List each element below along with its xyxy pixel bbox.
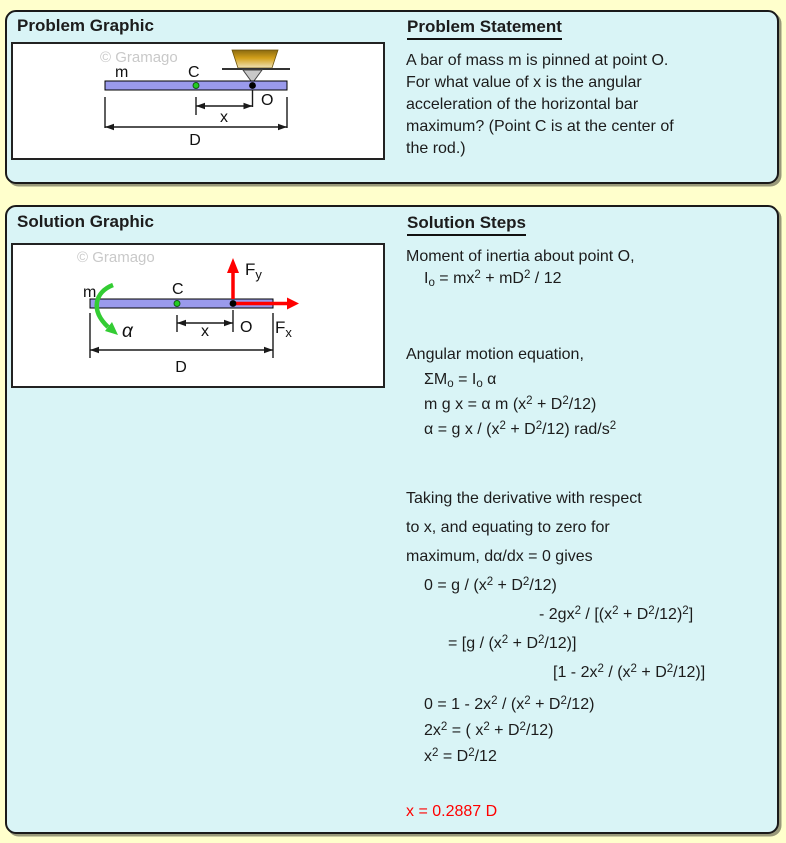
watermark: © Gramago (77, 249, 155, 266)
pivot-dot (230, 300, 237, 307)
solution-step-line: $I_o = mx^2 + mD^2 / 12$ (424, 269, 562, 290)
d-dim-arrowhead-left (90, 347, 99, 353)
solution-step-line: $2x^2$ = ( $x^2 + D^2/12$) (424, 721, 554, 739)
statement-line: For what value of x is the angular (406, 74, 642, 91)
solution-step-line: $0 = 1 - 2x^2 / (x^2 + D^2/12)$ (424, 695, 595, 713)
solution-step-line: $0 = g / (x^2 + D^2/12)$ (424, 576, 557, 594)
solution-step-line: to x, and equating to zero for (406, 519, 610, 536)
pivot-dot (249, 82, 256, 89)
x-dim-label: x (220, 109, 228, 126)
pivot-label: O (261, 92, 274, 109)
solution-step-line: Moment of inertia about point O, (406, 248, 635, 265)
solution-step-line: maximum, dα/dx = 0 gives (406, 548, 593, 565)
solution-step-line: $x^2 = D^2/12$ (424, 747, 497, 765)
solution-step-paragraph (406, 342, 705, 442)
problem-statement-title: Problem Statement (407, 17, 562, 40)
force-y-arrowhead (227, 258, 239, 273)
solution-step-line: - $2gx^2 / [(x^2 + D^2/12)^2]$ (539, 605, 694, 623)
center-label: C (188, 64, 200, 81)
problem-panel (5, 10, 779, 184)
solution-graphic-title: Solution Graphic (17, 212, 154, 231)
watermark: © Gramago (100, 49, 178, 66)
d-dim-arrowhead-right (278, 124, 287, 130)
solution-step-paragraph (406, 484, 705, 687)
problem-diagram (13, 44, 383, 158)
solution-step-paragraph (406, 799, 705, 825)
problem-graphic-title: Problem Graphic (17, 16, 154, 35)
d-dim-label: D (189, 132, 201, 149)
solution-step-line: = $[g / (x^2 + D^2/12)]$ (448, 634, 577, 652)
force-y-label: $F_y$ (245, 260, 262, 282)
problem-statement-text (406, 50, 674, 160)
solution-step-line: α = g $x / (x^2 + D^2/12)$ rad/$s^2$ (424, 420, 617, 438)
x-dim-arrowhead-right (244, 103, 253, 109)
x-dim-arrowhead-left (196, 103, 205, 109)
mass-label: m (83, 284, 97, 301)
center-dot (174, 301, 180, 307)
solution-diagram (13, 245, 383, 386)
solution-step-line: $[1 - 2x^2 / (x^2 + D^2/12)]$ (553, 663, 706, 681)
solution-steps-title: Solution Steps (407, 213, 526, 236)
solution-step-line: Angular motion equation, (406, 346, 584, 363)
statement-line: maximum? (Point C is at the center of (406, 118, 674, 135)
d-dim-arrowhead-left (105, 124, 114, 130)
problem-diagram-box (11, 42, 385, 160)
d-dim-arrowhead-right (264, 347, 273, 353)
support-block (232, 50, 278, 68)
statement-line: acceleration of the horizontal bar (406, 96, 639, 113)
center-dot (193, 83, 199, 89)
force-x-label: $F_x$ (275, 318, 292, 340)
statement-line: the rod.) (406, 140, 466, 157)
solution-step-line: $\Sigma M_o = I_o$ α (424, 371, 497, 391)
solution-step-paragraph (406, 246, 705, 290)
x-dim-label: x (201, 323, 209, 340)
alpha-label: α (122, 321, 133, 342)
solution-step-paragraph (406, 692, 705, 770)
solution-step-line: Taking the derivative with respect (406, 490, 642, 507)
mass-label: m (115, 64, 129, 81)
x-dim-arrowhead-right (224, 320, 233, 326)
solution-panel (5, 205, 779, 834)
force-x-arrowhead (287, 298, 299, 310)
d-dim-label: D (175, 359, 187, 376)
pivot-label: O (240, 319, 253, 336)
center-label: C (172, 281, 184, 298)
solution-step-line: m g x = α m $(x^2 + D^2/12)$ (424, 395, 597, 413)
solution-diagram-box (11, 243, 385, 388)
statement-line: A bar of mass m is pinned at point O. (406, 52, 669, 69)
solution-result-line: x = 0.2887 D (406, 803, 498, 820)
solution-steps-list (406, 246, 705, 825)
x-dim-arrowhead-left (177, 320, 186, 326)
